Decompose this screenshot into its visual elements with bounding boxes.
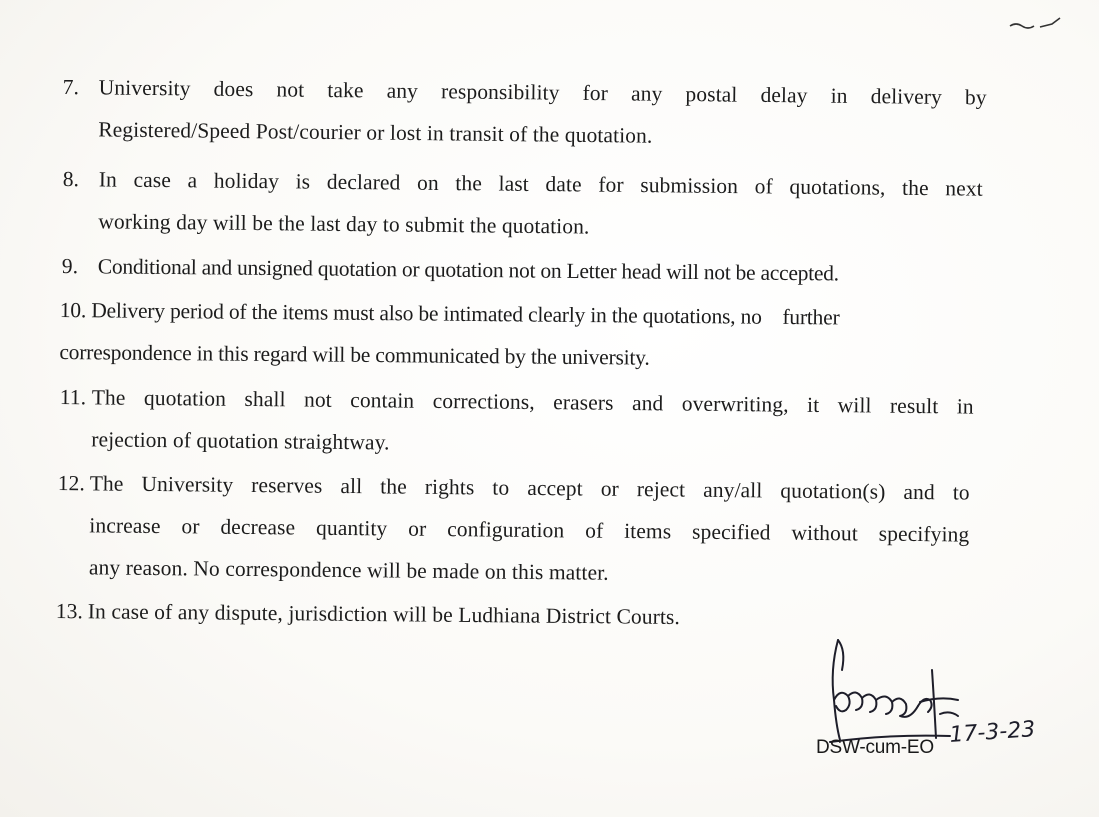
- signature-date: 17-3-23: [948, 717, 1037, 748]
- condition-item-7: [62, 66, 988, 160]
- condition-line: increase or decrease quantity or configuration of items specified without specifying: [89, 513, 970, 547]
- condition-number: 13.: [55, 598, 84, 624]
- condition-number: 7.: [62, 74, 80, 100]
- condition-line: correspondence in this regard will be communicated by the university.: [59, 339, 650, 370]
- signatory-designation: DSW-cum-EO: [816, 737, 934, 758]
- condition-line: rejection of quotation straightway.: [91, 427, 390, 455]
- condition-number: 11.: [59, 384, 87, 410]
- condition-item-13: [56, 590, 756, 639]
- condition-line: University does not take any responsibility for any postal delay in delivery by: [98, 75, 987, 110]
- condition-line: any reason. No correspondence will be made on this matter.: [88, 555, 609, 585]
- condition-line: In case a holiday is declared on the last date for submission of quotations, the next: [98, 167, 983, 201]
- condition-item-11: [59, 376, 975, 470]
- condition-line: The University reserves all the rights to accept or reject any/all quotation(s) and to: [89, 471, 970, 505]
- condition-line: Registered/Speed Post/courier or lost in transit of the quotation.: [98, 117, 653, 148]
- condition-number: 9.: [61, 253, 79, 279]
- condition-item-12: [57, 462, 971, 598]
- condition-line: Conditional and unsigned quotation or quotation not on Letter head will not be accepted.: [97, 254, 839, 286]
- condition-item-9: [62, 245, 967, 296]
- corner-scribble: [1008, 12, 1068, 36]
- condition-item-8: [62, 158, 985, 252]
- condition-number: 12.: [57, 470, 86, 496]
- condition-line: working day will be the last day to submit the quotation.: [98, 209, 590, 239]
- condition-number: 10.: [59, 297, 87, 323]
- condition-line: In case of any dispute, jurisdiction will be Ludhiana District Courts.: [87, 599, 681, 629]
- condition-line-text: Delivery period of the items must also be intimated clearly in the quotations, no further: [91, 298, 840, 330]
- condition-line: The quotation shall not contain corrections, erasers and overwriting, it will result in: [91, 385, 974, 419]
- condition-number: 8.: [62, 166, 80, 192]
- condition-item-10: [59, 289, 972, 382]
